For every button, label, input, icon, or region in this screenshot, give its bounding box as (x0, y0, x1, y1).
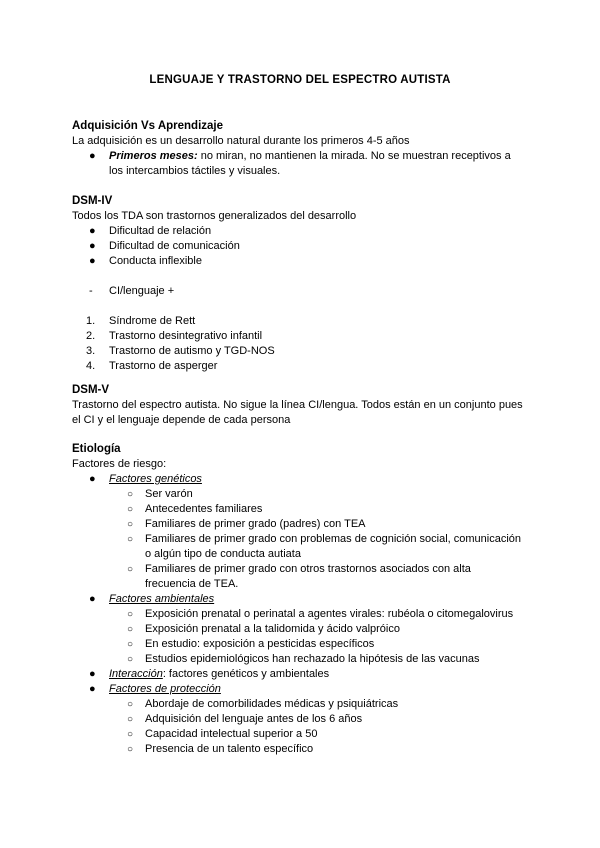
list-item-text: Presencia de un talento específico (145, 743, 314, 755)
paragraph: Trastorno del espectro autista. No sigue la línea CI/lengua. Todos están en un conjunto pues (72, 399, 523, 411)
section-etiologia (72, 442, 532, 757)
bullet-icon: ● (89, 473, 96, 485)
list-item-text: Dificultad de comunicación (109, 240, 240, 252)
sub-list-item (72, 652, 532, 667)
list-item (72, 472, 532, 487)
list-item-text: Estudios epidemiológicos han rechazado la hipótesis de las vacunas (145, 653, 480, 665)
list-item-text: frecuencia de TEA. (145, 578, 239, 590)
list-item (72, 329, 532, 344)
bullet-text: los intercambios táctiles y visuales. (109, 165, 281, 177)
list-number: 4. (86, 360, 96, 372)
list-item (72, 682, 532, 697)
circle-bullet-icon: ○ (127, 534, 134, 545)
list-item-text: Antecedentes familiares (145, 503, 263, 515)
list-item-text: Conducta inflexible (109, 255, 202, 267)
circle-bullet-icon: ○ (127, 489, 134, 500)
bullet-label: Primeros meses: (109, 150, 198, 162)
circle-bullet-icon: ○ (127, 744, 134, 755)
bullet-text: no miran, no mantienen la mirada. No se muestran receptivos a (197, 150, 511, 162)
list-number: 2. (86, 330, 96, 342)
list-item-continuation (72, 164, 532, 179)
list-item (72, 344, 532, 359)
sub-list-item (72, 622, 532, 637)
circle-bullet-icon: ○ (127, 654, 134, 665)
sub-list-item (72, 697, 532, 712)
circle-bullet-icon: ○ (127, 729, 134, 740)
section-heading: DSM-IV (72, 195, 113, 207)
document-title: LENGUAJE Y TRASTORNO DEL ESPECTRO AUTISTA (149, 74, 451, 86)
list-item-text: Exposición prenatal o perinatal a agentes virales: rubéola o citomegalovirus (145, 608, 514, 620)
sub-list-item (72, 487, 532, 502)
list-item-text: o algún tipo de conducta autiata (145, 548, 301, 560)
sub-list-item (72, 607, 532, 622)
section-dsm-iv (72, 194, 532, 374)
sub-list-item (72, 562, 532, 577)
paragraph: el CI y el lenguaje depende de cada persona (72, 414, 291, 426)
sub-list-item (72, 637, 532, 652)
list-item (72, 667, 532, 682)
list-item-text: Abordaje de comorbilidades médicas y psiquiátricas (145, 698, 399, 710)
circle-bullet-icon: ○ (127, 519, 134, 530)
circle-bullet-icon: ○ (127, 639, 134, 650)
paragraph: La adquisición es un desarrollo natural durante los primeros 4-5 años (72, 135, 410, 147)
circle-bullet-icon: ○ (127, 504, 134, 515)
dash-icon: - (89, 285, 93, 297)
circle-bullet-icon: ○ (127, 624, 134, 635)
list-number: 1. (86, 315, 96, 327)
list-item (72, 254, 532, 269)
list-item-text: Adquisición del lenguaje antes de los 6 años (145, 713, 363, 725)
list-item (72, 149, 532, 164)
list-item-label: Factores de protección (109, 683, 221, 695)
list-item-text: CI/lenguaje + (109, 285, 175, 297)
list-item-label: Interacción (109, 668, 163, 680)
bullet-icon: ● (89, 150, 96, 162)
section-heading: DSM-V (72, 384, 110, 396)
list-item (72, 239, 532, 254)
sub-list-item (72, 532, 532, 547)
sub-list-item (72, 727, 532, 742)
list-item-text: Dificultad de relación (109, 225, 212, 237)
bullet-icon: ● (89, 225, 96, 237)
list-item-text: Trastorno desintegrativo infantil (109, 330, 263, 342)
circle-bullet-icon: ○ (127, 699, 134, 710)
list-item-text: En estudio: exposición a pesticidas específicos (145, 638, 375, 650)
section-heading: Adquisición Vs Aprendizaje (72, 120, 224, 132)
sub-list-item-continuation (72, 577, 532, 592)
paragraph: Factores de riesgo: (72, 458, 167, 470)
sub-list-item (72, 712, 532, 727)
sub-list-item (72, 502, 532, 517)
section-adquisicion (72, 119, 532, 179)
bullet-icon: ● (89, 240, 96, 252)
section-dsm-v (72, 383, 532, 428)
bullet-icon: ● (89, 255, 96, 267)
list-item-text: Familiares de primer grado con problemas de cognición social, comunicación (145, 533, 522, 545)
list-item-text: Trastorno de autismo y TGD-NOS (109, 345, 275, 357)
bullet-icon: ● (89, 593, 96, 605)
list-item (72, 592, 532, 607)
list-item-text: Familiares de primer grado (padres) con TEA (145, 518, 366, 530)
list-item-label: Factores ambientales (109, 593, 215, 605)
list-item (72, 284, 532, 299)
bullet-icon: ● (89, 668, 96, 680)
circle-bullet-icon: ○ (127, 714, 134, 725)
sub-list-item (72, 517, 532, 532)
list-item-text: Trastorno de asperger (109, 360, 218, 372)
list-item (72, 314, 532, 329)
list-item-text: Exposición prenatal a la talidomida y ácido valpróico (145, 623, 400, 635)
circle-bullet-icon: ○ (127, 609, 134, 620)
list-item-label: Factores genéticos (109, 473, 202, 485)
section-heading: Etiología (72, 443, 121, 455)
circle-bullet-icon: ○ (127, 564, 134, 575)
list-item-text: Capacidad intelectual superior a 50 (145, 728, 318, 740)
list-item-text: Familiares de primer grado con otros trastornos asociados con alta (145, 563, 471, 575)
list-item-text: Ser varón (145, 488, 193, 500)
list-item (72, 359, 532, 374)
list-item-text: Síndrome de Rett (109, 315, 196, 327)
list-item (72, 224, 532, 239)
list-number: 3. (86, 345, 96, 357)
list-item-text: : factores genéticos y ambientales (162, 668, 330, 680)
bullet-icon: ● (89, 683, 96, 695)
sub-list-item-continuation (72, 547, 532, 562)
paragraph: Todos los TDA son trastornos generalizados del desarrollo (72, 210, 357, 222)
sub-list-item (72, 742, 532, 757)
